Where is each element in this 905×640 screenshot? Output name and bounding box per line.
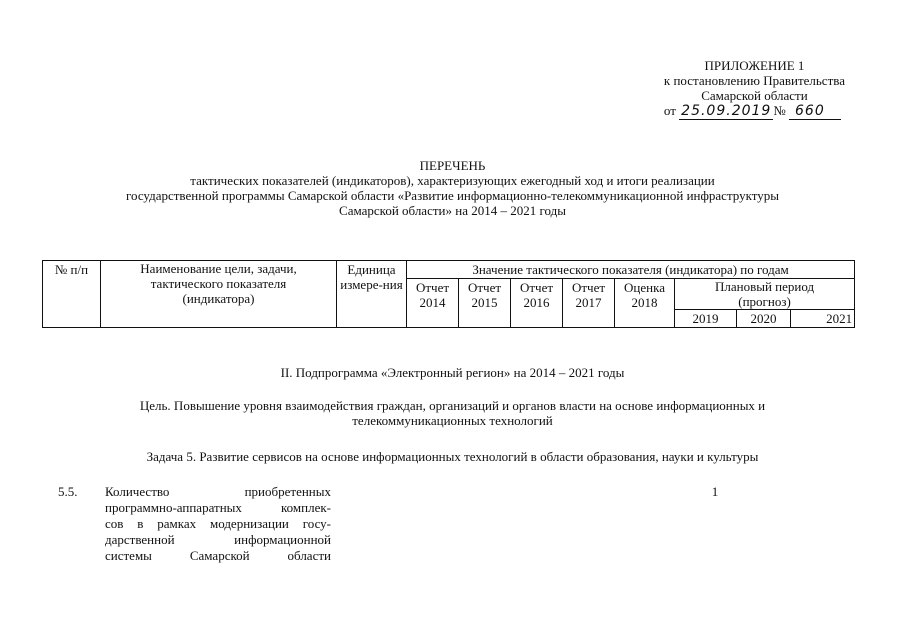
date-prefix: от xyxy=(663,103,676,118)
document-title xyxy=(0,158,905,218)
indicator-table-header xyxy=(42,260,855,328)
header-planned: Плановый период (прогноз) xyxy=(675,279,855,310)
goal-text xyxy=(0,398,905,428)
row-indicator-name xyxy=(105,484,331,564)
title-line-1: ПЕРЕЧЕНЬ xyxy=(419,158,486,173)
row-name-line: сов в рамках модернизации госу- xyxy=(105,516,331,531)
header-values: Значение тактического показателя (индикатора) по годам xyxy=(407,261,855,279)
appendix-date-line xyxy=(664,103,845,119)
header-year-2019: 2019 xyxy=(675,310,737,328)
row-name-line: программно-аппаратных комплек- xyxy=(105,500,331,515)
appendix-block xyxy=(664,58,845,119)
title-line-3: государственной программы Самарской области «Развитие информационно-телекоммуникационной инфраструктуры xyxy=(125,188,780,203)
header-num: № п/п xyxy=(43,261,101,328)
row-number: 5.5. xyxy=(58,484,78,499)
task-heading: Задача 5. Развитие сервисов на основе информационных технологий в области образования, науки и культуры xyxy=(146,449,759,464)
row-name-line: дарственной информационной xyxy=(105,532,331,547)
appendix-line-1: к постановлению Правительства xyxy=(663,73,845,88)
header-report-2016: Отчет 2016 xyxy=(511,279,563,328)
header-estimate-2018: Оценка 2018 xyxy=(615,279,675,328)
title-line-4: Самарской области» на 2014 – 2021 годы xyxy=(339,203,566,218)
number-sign: № xyxy=(773,103,786,118)
header-name: Наименование цели, задачи, тактического показателя (индикатора) xyxy=(101,261,337,328)
appendix-line-2: Самарской области xyxy=(701,88,808,103)
handwritten-date: 25.09.2019 xyxy=(681,103,772,119)
header-report-2014: Отчет 2014 xyxy=(407,279,459,328)
header-year-2020: 2020 xyxy=(737,310,791,328)
row-name-line: Количество приобретенных xyxy=(105,484,331,499)
header-unit: Единица измере-ния xyxy=(337,261,407,328)
header-year-2021: 2021 xyxy=(791,310,855,328)
goal-line-1: Цель. Повышение уровня взаимодействия граждан, организаций и органов власти на основе информационных и xyxy=(139,398,766,413)
appendix-title: ПРИЛОЖЕНИЕ 1 xyxy=(704,58,805,73)
header-report-2015: Отчет 2015 xyxy=(459,279,511,328)
title-line-2: тактических показателей (индикаторов), характеризующих ежегодный ход и итоги реализации xyxy=(190,173,715,188)
header-report-2017: Отчет 2017 xyxy=(563,279,615,328)
goal-line-2: телекоммуникационных технологий xyxy=(352,413,553,428)
row-unit: 1 xyxy=(711,484,719,499)
handwritten-number: 660 xyxy=(789,103,841,120)
row-name-line: системы Самарской области xyxy=(105,548,331,563)
subprogram-heading: II. Подпрограмма «Электронный регион» на 2014 – 2021 годы xyxy=(280,365,625,380)
